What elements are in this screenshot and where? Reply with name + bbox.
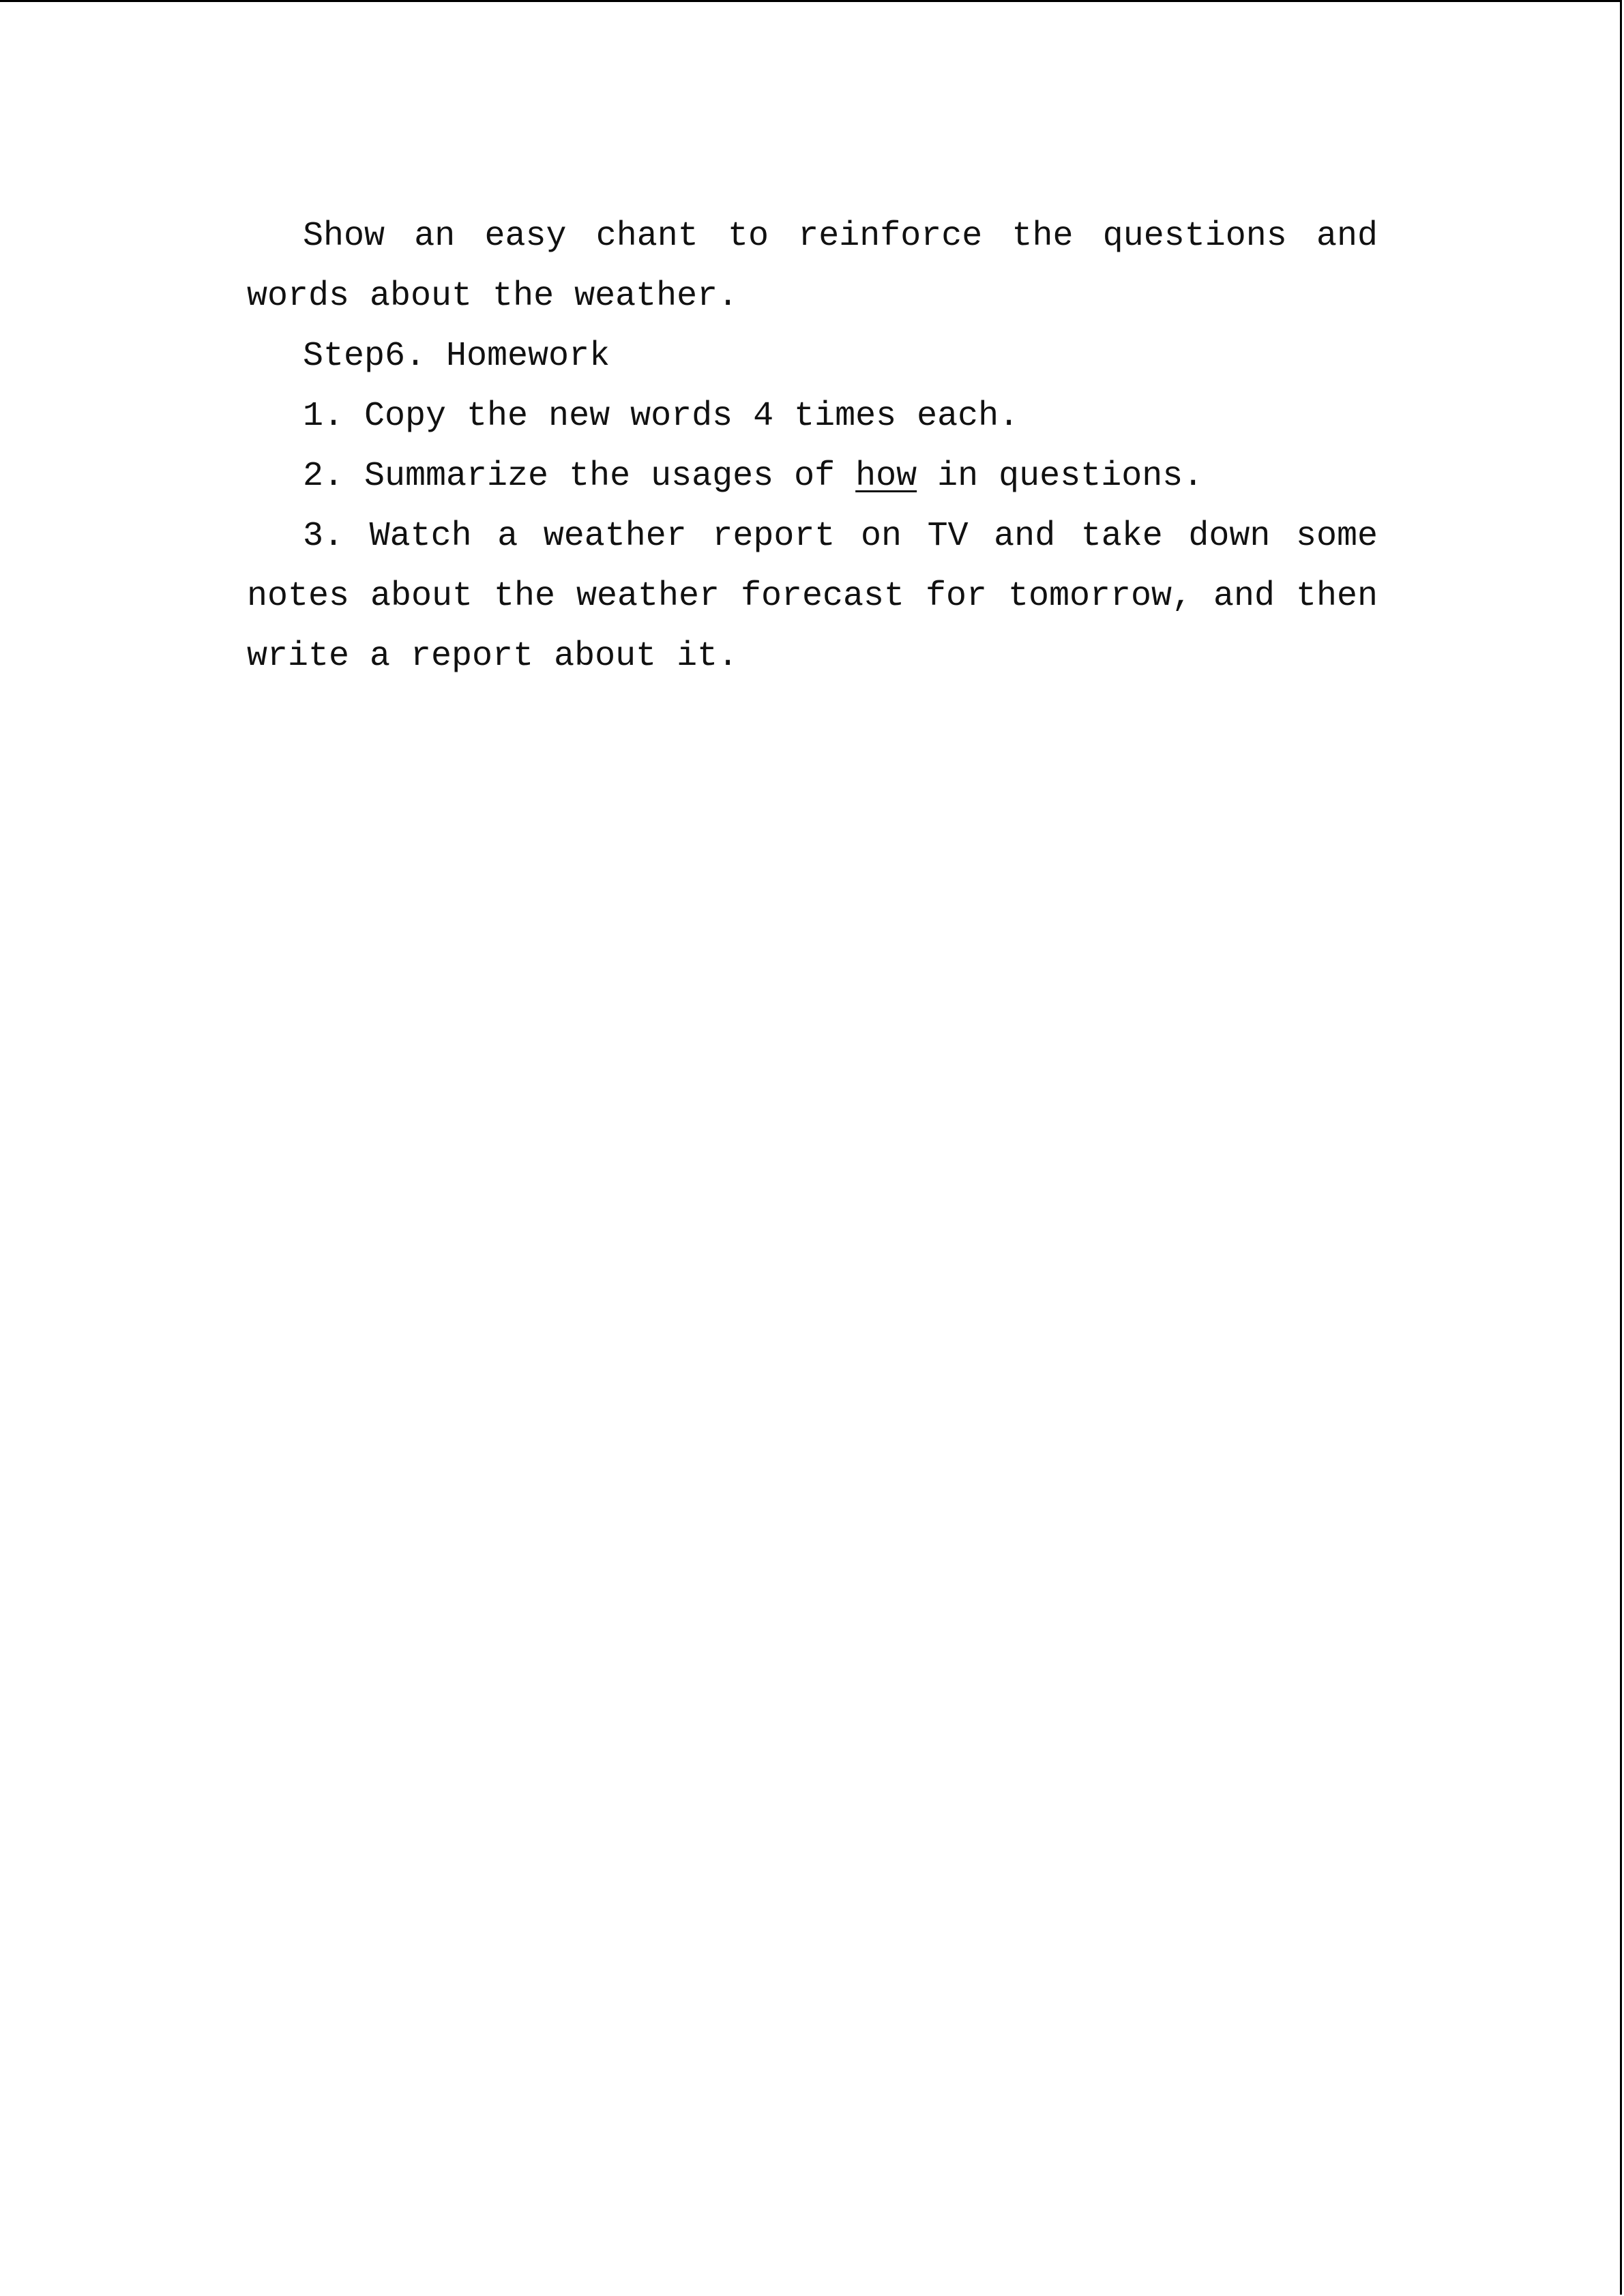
homework-item-2 [247,447,1378,507]
underlined-word-how: how [855,457,917,496]
paragraph-chant: Show an easy chant to reinforce the questions and words about the weather. [247,217,1378,316]
paragraph-step6-heading: Step6. Homework [303,337,610,376]
homework-item-2-after: in questions. [917,457,1204,496]
homework-item-1: 1. Copy the new words 4 times each. [303,397,1020,436]
homework-item-3: 3. Watch a weather report on TV and take down some notes about the weather forecast for tomorrow, and then write a report about it. [247,517,1378,676]
homework-item-2-before: 2. Summarize the usages of [303,457,856,496]
document-body [247,207,1378,687]
